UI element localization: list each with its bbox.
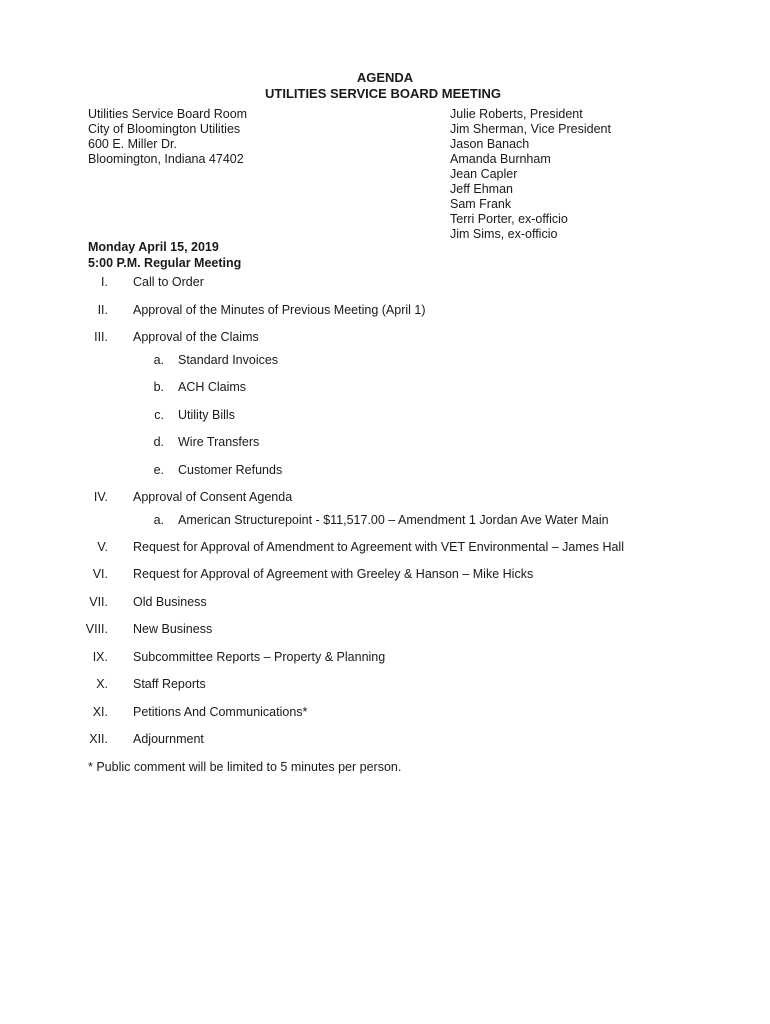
agenda-item-number: VI.	[92, 567, 108, 581]
agenda-subitem-text: Standard Invoices	[178, 353, 279, 367]
agenda-item-text: Approval of Consent Agenda	[133, 490, 293, 504]
board-member: Jean Capler	[450, 167, 518, 181]
board-members-list	[450, 107, 611, 242]
agenda-subitem	[0, 463, 770, 479]
agenda-item-text: Request for Approval of Agreement with Greeley & Hanson – Mike Hicks	[133, 567, 534, 581]
agenda-subitem-text: American Structurepoint - $11,517.00 – Amendment 1 Jordan Ave Water Main	[178, 513, 609, 527]
agenda-item-number: X.	[96, 677, 108, 691]
location-line: 600 E. Miller Dr.	[88, 137, 177, 151]
agenda-item-text: Adjournment	[133, 732, 204, 746]
agenda-item-number: IX.	[92, 650, 108, 664]
agenda-subitem-letter: a.	[153, 513, 164, 527]
location-line: City of Bloomington Utilities	[88, 122, 241, 136]
agenda-item	[0, 303, 770, 319]
agenda-item-text: Petitions And Communications*	[133, 705, 308, 719]
board-member: Jim Sherman, Vice President	[450, 122, 611, 136]
agenda-subitem	[0, 513, 770, 529]
agenda-item	[0, 705, 770, 721]
agenda-item-text: New Business	[133, 622, 213, 636]
meeting-time: 5:00 P.M. Regular Meeting	[88, 256, 242, 270]
agenda-item	[0, 567, 770, 583]
agenda-item	[0, 650, 770, 666]
agenda-item	[0, 330, 770, 346]
location-line: Utilities Service Board Room	[88, 107, 248, 121]
public-comment-footnote: * Public comment will be limited to 5 minutes per person.	[88, 760, 402, 774]
agenda-subitem-letter: e.	[153, 463, 164, 477]
location-line: Bloomington, Indiana 47402	[88, 152, 244, 166]
agenda-item-text: Staff Reports	[133, 677, 206, 691]
agenda-subitem-letter: d.	[153, 435, 164, 449]
meeting-date: Monday April 15, 2019	[88, 240, 219, 254]
board-member: Jeff Ehman	[450, 182, 514, 196]
agenda-subitem-letter: c.	[154, 408, 164, 422]
board-member: Amanda Burnham	[450, 152, 551, 166]
agenda-subitem	[0, 408, 770, 424]
agenda-item-number: XI.	[92, 705, 108, 719]
agenda-item-number: V.	[97, 540, 108, 554]
board-member: Terri Porter, ex-officio	[450, 212, 568, 226]
agenda-item-number: VII.	[89, 595, 108, 609]
agenda-item	[0, 732, 770, 748]
agenda-item-number: I.	[101, 275, 108, 289]
agenda-subitem-text: ACH Claims	[178, 380, 247, 394]
agenda-item-text: Approval of the Minutes of Previous Meeting (April 1)	[133, 303, 426, 317]
agenda-item	[0, 490, 770, 506]
agenda-item	[0, 677, 770, 693]
agenda-item-text: Subcommittee Reports – Property & Planning	[133, 650, 386, 664]
meeting-info	[88, 240, 241, 272]
agenda-subitem-text: Customer Refunds	[178, 463, 283, 477]
agenda-subitem-text: Utility Bills	[178, 408, 235, 422]
agenda-item-text: Approval of the Claims	[133, 330, 259, 344]
agenda-subitem	[0, 435, 770, 451]
agenda-item-number: XII.	[89, 732, 108, 746]
board-member: Jim Sims, ex-officio	[450, 227, 558, 241]
agenda-item-number: IV.	[93, 490, 108, 504]
board-member: Sam Frank	[450, 197, 512, 211]
agenda-item-number: II.	[97, 303, 108, 317]
agenda-item-number: III.	[94, 330, 108, 344]
agenda-item	[0, 275, 770, 291]
board-member: Julie Roberts, President	[450, 107, 583, 121]
agenda-item-number: VIII.	[85, 622, 108, 636]
board-member: Jason Banach	[450, 137, 530, 151]
agenda-item-text: Old Business	[133, 595, 207, 609]
agenda-subitem-letter: b.	[153, 380, 164, 394]
agenda-item	[0, 622, 770, 638]
agenda-item	[0, 540, 770, 556]
agenda-item-text: Call to Order	[133, 275, 204, 289]
agenda-item	[0, 595, 770, 611]
agenda-subitem	[0, 380, 770, 396]
location-block	[88, 107, 247, 167]
agenda-subitem-letter: a.	[153, 353, 164, 367]
agenda-title: AGENDA	[356, 70, 414, 85]
meeting-heading: UTILITIES SERVICE BOARD MEETING	[265, 86, 501, 101]
agenda-subitem	[0, 353, 770, 369]
agenda-subitem-text: Wire Transfers	[178, 435, 260, 449]
agenda-item-text: Request for Approval of Amendment to Agreement with VET Environmental – James Hall	[133, 540, 624, 554]
